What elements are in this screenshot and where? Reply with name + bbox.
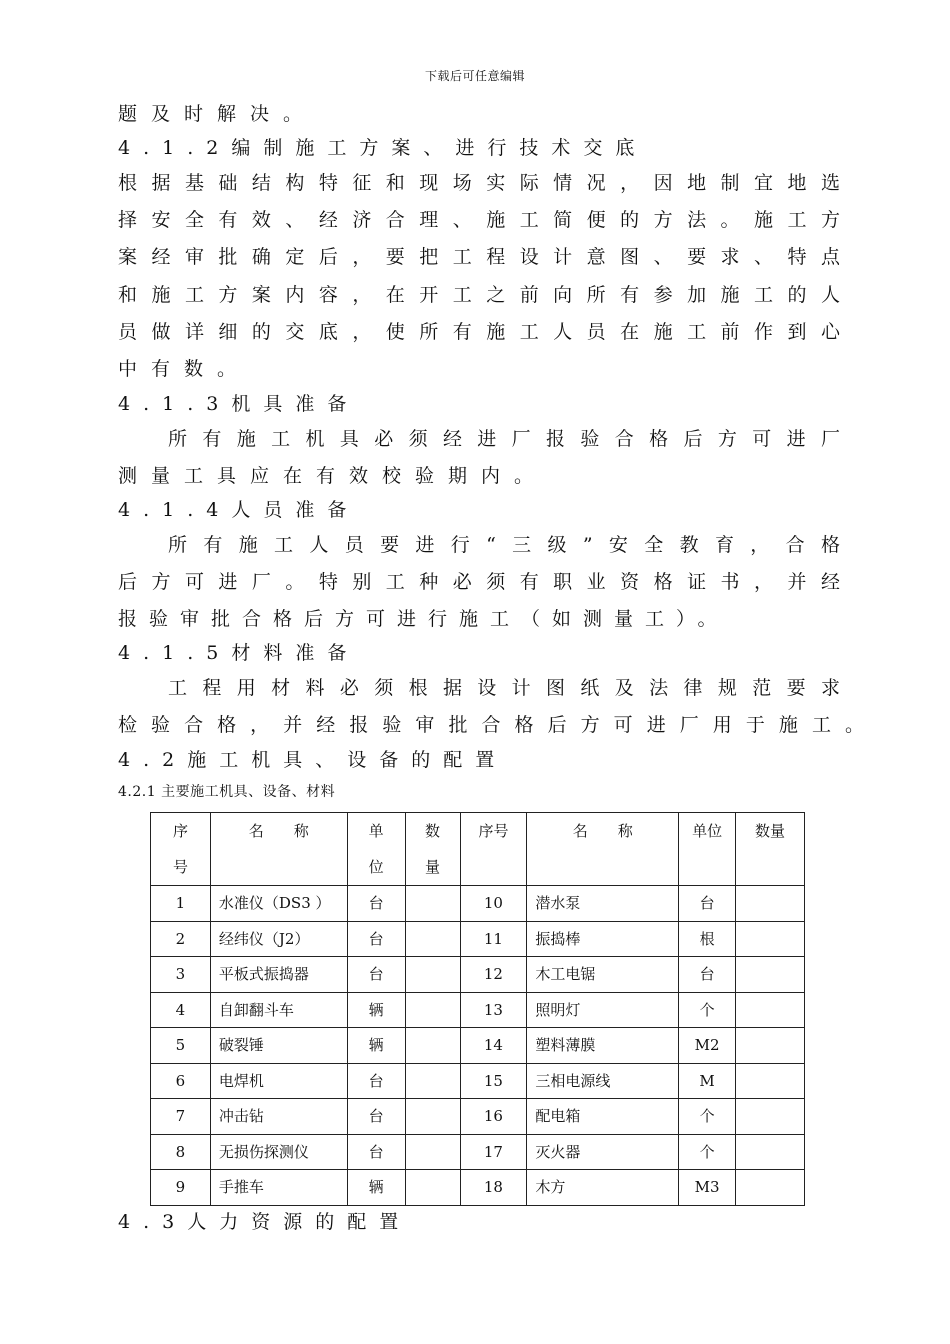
table-cell [405,921,460,957]
table-row [151,921,805,957]
table-cell: 10 [460,886,527,922]
table-cell: 15 [460,1063,527,1099]
paragraph-line: 报验审批合格后方可进行施工（如测量工）。 [118,608,729,630]
table-header-cell: 数量 [736,813,805,886]
table-row [151,992,805,1028]
table-row [151,957,805,993]
table-cell: 潜水泵 [527,886,679,922]
table-header-cell: 数 量 [405,813,460,886]
section-heading-4-1-2: 4.1.2编制施工方案、进行技术交底 [118,137,648,159]
table-cell: 振捣棒 [527,921,679,957]
table-cell [405,1170,460,1206]
table-header-cell: 单位 [679,813,736,886]
table-cell [736,1028,805,1064]
table-row [151,1028,805,1064]
table-cell [736,1134,805,1170]
table-cell [736,1170,805,1206]
paragraph-line: 所有施工人员要进行“三级”安全教育，合格 [168,534,840,556]
text-line: 题及时解决。 [118,103,317,125]
table-cell [405,886,460,922]
table-cell: M3 [679,1170,736,1206]
table-cell [736,1063,805,1099]
table-cell: 三相电源线 [527,1063,679,1099]
table-cell: 台 [347,1134,405,1170]
paragraph-line: 中有数。 [118,358,251,380]
table-cell [405,957,460,993]
table-row [151,886,805,922]
paragraph-line: 测量工具应在有效校验期内。 [118,465,548,487]
table-cell: 冲击钻 [210,1099,347,1135]
table-cell: 台 [679,886,736,922]
table-cell: 塑料薄膜 [527,1028,679,1064]
section-heading-4-2-1: 4.2.1 主要施工机具、设备、材料 [118,784,336,800]
table-cell: 自卸翻斗车 [210,992,347,1028]
table-cell: 个 [679,992,736,1028]
paragraph-line: 所有施工机具必须经进厂报验合格后方可进厂 [168,428,840,450]
table-cell: 根 [679,921,736,957]
paragraph-line: 员做详细的交底，使所有施工人员在施工前作到心 [118,321,840,343]
table-cell: 木方 [527,1170,679,1206]
page-header: 下载后可任意编辑 [424,69,525,83]
table-cell [736,886,805,922]
table-cell: 台 [347,886,405,922]
table-cell: 照明灯 [527,992,679,1028]
table-cell: 18 [460,1170,527,1206]
table-cell: 木工电锯 [527,957,679,993]
table-cell: 6 [151,1063,211,1099]
table-cell: 13 [460,992,527,1028]
paragraph-line: 工程用材料必须根据设计图纸及法律规范要求 [168,677,840,699]
paragraph-line: 择安全有效、经济合理、施工简便的方法。施工方 [118,209,840,231]
table-cell [736,957,805,993]
table-cell [405,1134,460,1170]
table-cell [736,921,805,957]
table-cell: 4 [151,992,211,1028]
table-header-cell: 名 称 [527,813,679,886]
table-cell: 配电箱 [527,1099,679,1135]
section-heading-4-2: 4.2施工机具、设备的配置 [118,749,508,771]
table-cell: 个 [679,1099,736,1135]
table-header-cell: 名 称 [210,813,347,886]
table-cell: 台 [347,1063,405,1099]
table-cell: 电焊机 [210,1063,347,1099]
table-cell: 3 [151,957,211,993]
table-row [151,1170,805,1206]
table-cell: 台 [347,921,405,957]
table-cell: 个 [679,1134,736,1170]
table-cell: 辆 [347,992,405,1028]
table-cell: 8 [151,1134,211,1170]
table-cell [405,1099,460,1135]
table-row [151,1099,805,1135]
table-cell: 台 [679,957,736,993]
table-cell: 台 [347,1099,405,1135]
paragraph-line: 后方可进厂。特别工种必须有职业资格证书，并经 [118,571,840,593]
table-cell: 5 [151,1028,211,1064]
table-cell [405,1063,460,1099]
table-cell [736,1099,805,1135]
table-header-cell: 序 号 [151,813,211,886]
section-heading-4-1-3: 4.1.3机具准备 [118,393,360,415]
paragraph-line: 检验合格，并经报验审批合格后方可进厂用于施工。 [118,714,864,736]
table-cell [736,992,805,1028]
table-cell: 灭火器 [527,1134,679,1170]
table-cell [405,1028,460,1064]
table-cell: 14 [460,1028,527,1064]
paragraph-line: 和施工方案内容，在开工之前向所有参加施工的人 [118,284,840,306]
table-row [151,1063,805,1099]
table-header-cell: 单 位 [347,813,405,886]
table-cell: 破裂锤 [210,1028,347,1064]
table-cell: 台 [347,957,405,993]
paragraph-line: 根据基础结构特征和现场实际情况，因地制宜地选 [118,172,840,194]
table-cell: 无损伤探测仪 [210,1134,347,1170]
table-cell: 辆 [347,1170,405,1206]
table-cell: 2 [151,921,211,957]
table-cell: 9 [151,1170,211,1206]
table-cell: 12 [460,957,527,993]
section-heading-4-3: 4.3人力资源的配置 [118,1211,412,1233]
table-row [151,1134,805,1170]
table-cell: 7 [151,1099,211,1135]
table-header-row [151,813,805,886]
table-cell: 手推车 [210,1170,347,1206]
table-cell: 经纬仪（J2） [210,921,347,957]
table-cell [405,992,460,1028]
table-cell: 水准仪（DS3 ） [210,886,347,922]
table-cell: 辆 [347,1028,405,1064]
section-heading-4-1-4: 4.1.4人员准备 [118,499,360,521]
table-cell: 11 [460,921,527,957]
table-cell: M2 [679,1028,736,1064]
table-cell: 16 [460,1099,527,1135]
table-cell: 17 [460,1134,527,1170]
paragraph-line: 案经审批确定后，要把工程设计意图、要求、特点 [118,246,840,268]
table-cell: 平板式振捣器 [210,957,347,993]
table-cell: M [679,1063,736,1099]
table-cell: 1 [151,886,211,922]
section-heading-4-1-5: 4.1.5材料准备 [118,642,360,664]
table-header-cell: 序号 [460,813,527,886]
equipment-table [150,812,805,1206]
